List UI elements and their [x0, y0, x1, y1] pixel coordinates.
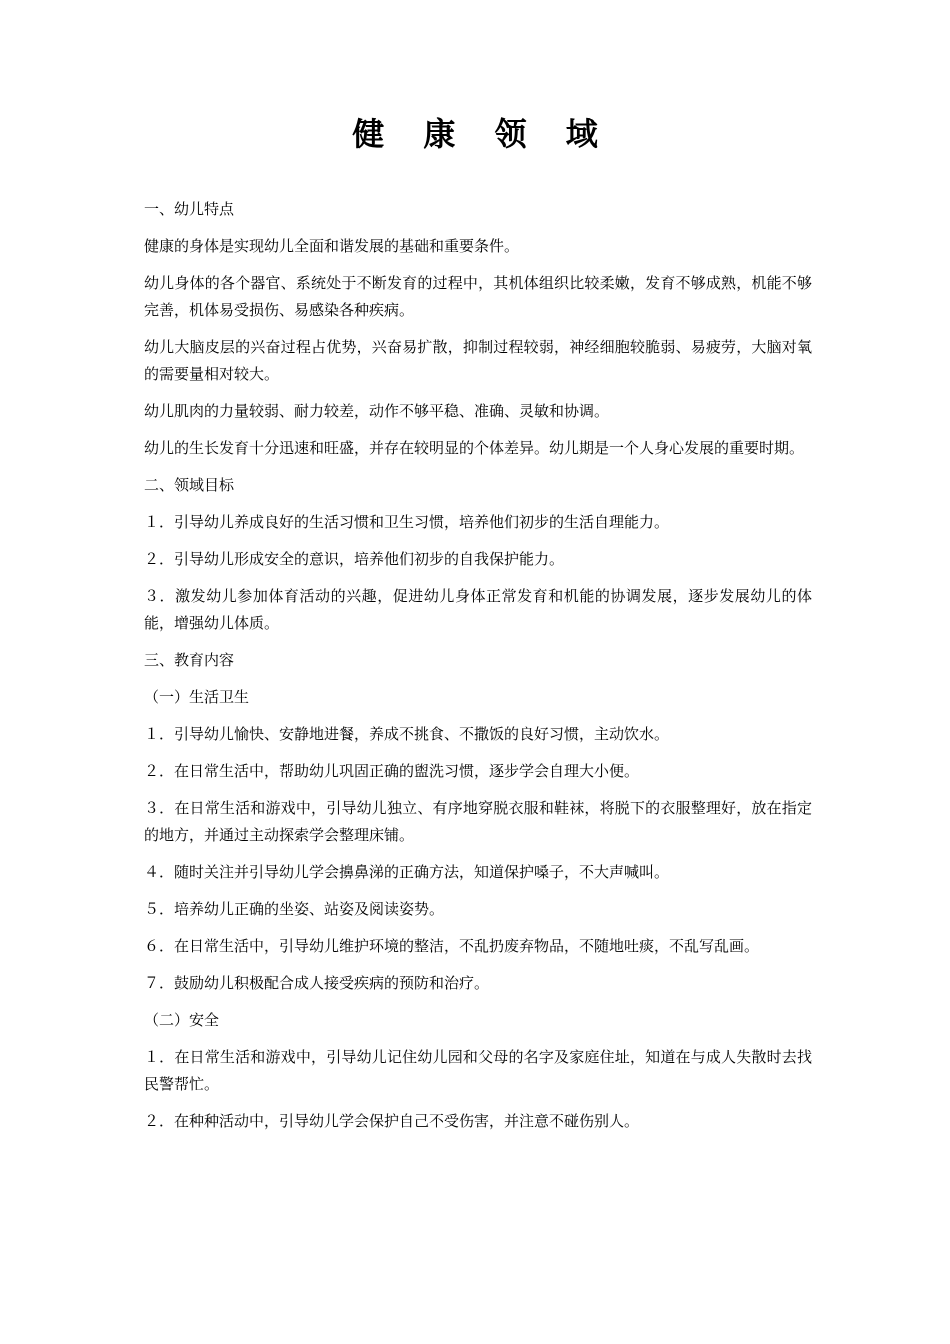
list-item: ２．在日常生活中，帮助幼儿巩固正确的盥洗习惯，逐步学会自理大小便。: [144, 762, 640, 780]
paragraph: 幼儿肌肉的力量较弱、耐力较差，动作不够平稳、准确、灵敏和协调。: [144, 402, 610, 420]
paragraph: 幼儿大脑皮层的兴奋过程占优势，兴奋易扩散，抑制过程较弱，神经细胞较脆弱、易疲劳，大脑对氧的需要量相对较大。: [144, 338, 812, 383]
list-item: ５．培养幼儿正确的坐姿、站姿及阅读姿势。: [144, 900, 445, 918]
list-item: ６．在日常生活中，引导幼儿维护环境的整洁，不乱扔废弃物品，不随地吐痰，不乱写乱画。: [144, 937, 760, 955]
list-item: １．引导幼儿愉快、安静地进餐，养成不挑食、不撒饭的良好习惯，主动饮水。: [144, 725, 670, 743]
section-heading-content: 三、教育内容: [144, 651, 235, 669]
list-item: ４．随时关注并引导幼儿学会擤鼻涕的正确方法，知道保护嗓子，不大声喊叫。: [144, 863, 670, 881]
list-item: ７．鼓励幼儿积极配合成人接受疾病的预防和治疗。: [144, 974, 490, 992]
paragraph: 健康的身体是实现幼儿全面和谐发展的基础和重要条件。: [144, 237, 520, 255]
list-item: ３．激发幼儿参加体育活动的兴趣，促进幼儿身体正常发育和机能的协调发展，逐步发展幼儿的体能，增强幼儿体质。: [144, 587, 812, 632]
section-heading-goals: 二、领域目标: [144, 476, 235, 494]
document-body: [144, 196, 812, 1145]
list-item: ２．引导幼儿形成安全的意识，培养他们初步的自我保护能力。: [144, 550, 565, 568]
section-heading-characteristics: 一、幼儿特点: [144, 200, 235, 218]
paragraph: 幼儿身体的各个器官、系统处于不断发育的过程中，其机体组织比较柔嫩，发育不够成熟，机能不够完善，机体易受损伤、易感染各种疾病。: [144, 274, 812, 319]
subsection-heading-safety: （二）安全: [144, 1011, 220, 1029]
page-title: 健 康 领 域: [352, 115, 612, 153]
list-item: ２．在种种活动中，引导幼儿学会保护自己不受伤害，并注意不碰伤别人。: [144, 1112, 640, 1130]
subsection-heading-hygiene: （一）生活卫生: [144, 688, 250, 706]
list-item: ３．在日常生活和游戏中，引导幼儿独立、有序地穿脱衣服和鞋袜，将脱下的衣服整理好，放在指定的地方，并通过主动探索学会整理床铺。: [144, 799, 812, 844]
list-item: １．引导幼儿养成良好的生活习惯和卫生习惯，培养他们初步的生活自理能力。: [144, 513, 670, 531]
paragraph: 幼儿的生长发育十分迅速和旺盛，并存在较明显的个体差异。幼儿期是一个人身心发展的重要时期。: [144, 439, 805, 457]
list-item: １．在日常生活和游戏中，引导幼儿记住幼儿园和父母的名字及家庭住址，知道在与成人失散时去找民警帮忙。: [144, 1048, 812, 1093]
